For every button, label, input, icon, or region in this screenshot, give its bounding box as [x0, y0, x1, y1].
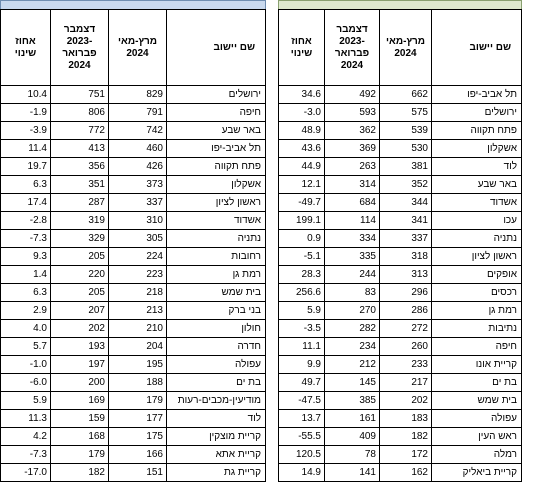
mar-may-cell: 210	[109, 320, 167, 338]
dec-feb-cell: 83	[325, 284, 380, 302]
table-row	[279, 356, 522, 374]
mar-may-cell: 742	[109, 122, 167, 140]
settlement-name-cell: בית שמש	[167, 284, 266, 302]
mar-may-cell: 233	[380, 356, 432, 374]
settlement-name-cell: חיפה	[432, 338, 522, 356]
dec-feb-cell: 684	[325, 194, 380, 212]
settlement-name-cell: רחובות	[167, 248, 266, 266]
dec-feb-cell: 369	[325, 140, 380, 158]
dec-feb-cell: 205	[51, 248, 109, 266]
dec-feb-cell: 182	[51, 464, 109, 482]
dec-feb-cell: 179	[51, 446, 109, 464]
dec-feb-cell: 197	[51, 356, 109, 374]
change-cell: 11.3	[1, 410, 51, 428]
mar-may-cell: 662	[380, 86, 432, 104]
dec-feb-header: דצמבר 2023- פברואר 2024	[51, 10, 109, 86]
dec-feb-cell: 335	[325, 248, 380, 266]
mar-may-cell: 260	[380, 338, 432, 356]
dec-feb-cell: 168	[51, 428, 109, 446]
table-row	[279, 428, 522, 446]
table-row	[1, 140, 266, 158]
settlement-name-cell: רמת גן	[167, 266, 266, 284]
mar-may-cell: 204	[109, 338, 167, 356]
change-cell: 5.9	[1, 392, 51, 410]
mar-may-cell: 530	[380, 140, 432, 158]
dec-feb-cell: 205	[51, 284, 109, 302]
change-cell: 11.1	[279, 338, 325, 356]
dec-feb-cell: 270	[325, 302, 380, 320]
dec-feb-cell: 385	[325, 392, 380, 410]
dec-feb-cell: 200	[51, 374, 109, 392]
table-row	[1, 374, 266, 392]
mar-may-cell: 539	[380, 122, 432, 140]
settlement-name-cell: באר שבע	[432, 176, 522, 194]
settlement-name-cell: ראשון לציון	[432, 248, 522, 266]
settlement-name-cell: בת ים	[167, 374, 266, 392]
change-cell: 120.5	[279, 446, 325, 464]
dec-feb-cell: 145	[325, 374, 380, 392]
dec-feb-cell: 207	[51, 302, 109, 320]
change-header: אחוז שינוי	[279, 10, 325, 86]
change-cell: -3.5	[279, 320, 325, 338]
settlement-name-cell: קריית גת	[167, 464, 266, 482]
change-cell: 34.6	[279, 86, 325, 104]
table-row	[1, 446, 266, 464]
mar-may-cell: 381	[380, 158, 432, 176]
change-cell: 12.1	[279, 176, 325, 194]
change-cell: 1.4	[1, 266, 51, 284]
dec-feb-cell: 193	[51, 338, 109, 356]
settlement-name-cell: ירושלים	[432, 104, 522, 122]
dec-feb-cell: 413	[51, 140, 109, 158]
change-cell: -7.3	[1, 446, 51, 464]
change-cell: 49.7	[279, 374, 325, 392]
table-row	[1, 230, 266, 248]
change-cell: 0.9	[279, 230, 325, 248]
change-cell: -5.1	[279, 248, 325, 266]
table-row	[1, 338, 266, 356]
change-cell: 6.3	[1, 176, 51, 194]
mar-may-cell: 313	[380, 266, 432, 284]
settlement-name-cell: נתניה	[167, 230, 266, 248]
settlement-name-cell: פתח תקווה	[167, 158, 266, 176]
change-cell: -6.0	[1, 374, 51, 392]
dec-feb-cell: 202	[51, 320, 109, 338]
table-row	[279, 302, 522, 320]
change-cell: -3.0	[279, 104, 325, 122]
table-row	[279, 446, 522, 464]
table-row	[279, 248, 522, 266]
mar-may-cell: 213	[109, 302, 167, 320]
left-table-container	[0, 0, 266, 482]
left-table	[0, 9, 266, 482]
dec-feb-cell: 319	[51, 212, 109, 230]
mar-may-cell: 373	[109, 176, 167, 194]
dec-feb-cell: 78	[325, 446, 380, 464]
right-table-header-band	[278, 0, 522, 9]
dec-feb-cell: 114	[325, 212, 380, 230]
settlement-name-cell: רמת גן	[432, 302, 522, 320]
change-cell: 5.9	[279, 302, 325, 320]
change-cell: 44.9	[279, 158, 325, 176]
table-row	[279, 392, 522, 410]
table-row	[1, 302, 266, 320]
change-cell: 10.4	[1, 86, 51, 104]
change-cell: 19.7	[1, 158, 51, 176]
mar-may-cell: 575	[380, 104, 432, 122]
settlement-name-cell: אופקים	[432, 266, 522, 284]
settlement-name-cell: נתיבות	[432, 320, 522, 338]
settlement-name-cell: לוד	[167, 410, 266, 428]
dec-feb-cell: 159	[51, 410, 109, 428]
change-cell: 43.6	[279, 140, 325, 158]
mar-may-cell: 202	[380, 392, 432, 410]
table-row	[279, 122, 522, 140]
change-cell: 199.1	[279, 212, 325, 230]
table-row	[1, 284, 266, 302]
settlement-name-cell: רכסים	[432, 284, 522, 302]
mar-may-cell: 195	[109, 356, 167, 374]
table-row	[1, 176, 266, 194]
right-table-container	[278, 0, 522, 482]
table-row	[1, 356, 266, 374]
mar-may-cell: 151	[109, 464, 167, 482]
change-cell: 17.4	[1, 194, 51, 212]
table-row	[1, 248, 266, 266]
mar-may-cell: 341	[380, 212, 432, 230]
dec-feb-cell: 806	[51, 104, 109, 122]
mar-may-cell: 337	[109, 194, 167, 212]
settlement-name-cell: פתח תקווה	[432, 122, 522, 140]
dec-feb-cell: 169	[51, 392, 109, 410]
change-cell: 4.0	[1, 320, 51, 338]
settlement-name-cell: בני ברק	[167, 302, 266, 320]
dec-feb-cell: 593	[325, 104, 380, 122]
mar-may-cell: 352	[380, 176, 432, 194]
table-row	[279, 320, 522, 338]
mar-may-cell: 460	[109, 140, 167, 158]
dec-feb-cell: 334	[325, 230, 380, 248]
table-row	[279, 230, 522, 248]
mar-may-cell: 318	[380, 248, 432, 266]
dec-feb-header: דצמבר 2023- פברואר 2024	[325, 10, 380, 86]
table-row	[1, 104, 266, 122]
table-row	[279, 104, 522, 122]
mar-may-cell: 296	[380, 284, 432, 302]
table-row	[279, 176, 522, 194]
mar-may-cell: 218	[109, 284, 167, 302]
change-cell: 11.4	[1, 140, 51, 158]
table-row	[279, 194, 522, 212]
table-row	[1, 410, 266, 428]
settlement-name-cell: לוד	[432, 158, 522, 176]
dec-feb-cell: 263	[325, 158, 380, 176]
settlement-name-cell: אשדוד	[167, 212, 266, 230]
settlement-name-cell: ראש העין	[432, 428, 522, 446]
table-row	[279, 158, 522, 176]
name-header: שם יישוב	[167, 10, 266, 86]
change-header: אחוז שינוי	[1, 10, 51, 86]
dec-feb-cell: 287	[51, 194, 109, 212]
settlement-name-cell: עפולה	[167, 356, 266, 374]
table-row	[1, 212, 266, 230]
table-row	[1, 266, 266, 284]
right-header-row	[279, 10, 522, 86]
dec-feb-cell: 161	[325, 410, 380, 428]
dec-feb-cell: 772	[51, 122, 109, 140]
table-row	[279, 284, 522, 302]
settlement-name-cell: אשדוד	[432, 194, 522, 212]
mar-may-cell: 272	[380, 320, 432, 338]
table-row	[279, 266, 522, 284]
settlement-name-cell: חיפה	[167, 104, 266, 122]
mar-may-cell: 286	[380, 302, 432, 320]
change-cell: 9.3	[1, 248, 51, 266]
mar-may-cell: 188	[109, 374, 167, 392]
dec-feb-cell: 314	[325, 176, 380, 194]
table-row	[1, 122, 266, 140]
settlement-name-cell: חדרה	[167, 338, 266, 356]
settlement-name-cell: בית שמש	[432, 392, 522, 410]
table-row	[279, 338, 522, 356]
change-cell: 14.9	[279, 464, 325, 482]
table-row	[1, 428, 266, 446]
change-cell: 6.3	[1, 284, 51, 302]
table-row	[1, 464, 266, 482]
settlement-name-cell: נתניה	[432, 230, 522, 248]
mar-may-cell: 305	[109, 230, 167, 248]
dec-feb-cell: 282	[325, 320, 380, 338]
table-row	[279, 464, 522, 482]
change-cell: -3.9	[1, 122, 51, 140]
change-cell: 256.6	[279, 284, 325, 302]
table-row	[279, 140, 522, 158]
change-cell: 4.2	[1, 428, 51, 446]
mar-may-cell: 791	[109, 104, 167, 122]
table-row	[1, 194, 266, 212]
settlement-name-cell: תל אביב-יפו	[432, 86, 522, 104]
table-row	[1, 86, 266, 104]
mar-may-cell: 166	[109, 446, 167, 464]
settlement-name-cell: מודיעין-מכבים-רעות	[167, 392, 266, 410]
mar-may-cell: 172	[380, 446, 432, 464]
table-row	[279, 410, 522, 428]
change-cell: 13.7	[279, 410, 325, 428]
table-row	[279, 212, 522, 230]
settlement-name-cell: חולון	[167, 320, 266, 338]
mar-may-cell: 310	[109, 212, 167, 230]
dec-feb-cell: 234	[325, 338, 380, 356]
dec-feb-cell: 409	[325, 428, 380, 446]
mar-may-cell: 224	[109, 248, 167, 266]
mar-may-cell: 337	[380, 230, 432, 248]
dec-feb-cell: 351	[51, 176, 109, 194]
settlement-name-cell: בת ים	[432, 374, 522, 392]
settlement-name-cell: קריית מוצקין	[167, 428, 266, 446]
settlement-name-cell: תל אביב-יפו	[167, 140, 266, 158]
settlement-name-cell: רמלה	[432, 446, 522, 464]
settlement-name-cell: ירושלים	[167, 86, 266, 104]
mar-may-cell: 162	[380, 464, 432, 482]
left-table-header-band	[0, 0, 266, 9]
settlement-name-cell: ראשון לציון	[167, 194, 266, 212]
mar-may-header: מרץ-מאי 2024	[109, 10, 167, 86]
change-cell: 5.7	[1, 338, 51, 356]
change-cell: -7.3	[1, 230, 51, 248]
table-row	[1, 320, 266, 338]
settlement-name-cell: אשקלון	[432, 140, 522, 158]
mar-may-cell: 183	[380, 410, 432, 428]
mar-may-cell: 179	[109, 392, 167, 410]
settlement-name-cell: אשקלון	[167, 176, 266, 194]
change-cell: 9.9	[279, 356, 325, 374]
settlement-name-cell: קריית אתא	[167, 446, 266, 464]
change-cell: 28.3	[279, 266, 325, 284]
dec-feb-cell: 356	[51, 158, 109, 176]
mar-may-cell: 344	[380, 194, 432, 212]
dec-feb-cell: 492	[325, 86, 380, 104]
change-cell: -47.5	[279, 392, 325, 410]
mar-may-cell: 829	[109, 86, 167, 104]
dec-feb-cell: 362	[325, 122, 380, 140]
change-cell: -1.0	[1, 356, 51, 374]
dec-feb-cell: 220	[51, 266, 109, 284]
right-table	[278, 9, 522, 482]
settlement-name-cell: עפולה	[432, 410, 522, 428]
table-row	[279, 86, 522, 104]
mar-may-cell: 217	[380, 374, 432, 392]
dec-feb-cell: 212	[325, 356, 380, 374]
table-row	[1, 392, 266, 410]
mar-may-cell: 175	[109, 428, 167, 446]
change-cell: 48.9	[279, 122, 325, 140]
table-row	[1, 158, 266, 176]
dec-feb-cell: 751	[51, 86, 109, 104]
change-cell: -1.9	[1, 104, 51, 122]
change-cell: -2.8	[1, 212, 51, 230]
mar-may-cell: 223	[109, 266, 167, 284]
change-cell: 2.9	[1, 302, 51, 320]
settlement-name-cell: באר שבע	[167, 122, 266, 140]
change-cell: -55.5	[279, 428, 325, 446]
mar-may-header: מרץ-מאי 2024	[380, 10, 432, 86]
settlement-name-cell: קריית אונו	[432, 356, 522, 374]
mar-may-cell: 182	[380, 428, 432, 446]
settlement-name-cell: עכו	[432, 212, 522, 230]
name-header: שם יישוב	[432, 10, 522, 86]
mar-may-cell: 177	[109, 410, 167, 428]
change-cell: -49.7	[279, 194, 325, 212]
dec-feb-cell: 141	[325, 464, 380, 482]
change-cell: -17.0	[1, 464, 51, 482]
table-row	[279, 374, 522, 392]
mar-may-cell: 426	[109, 158, 167, 176]
dec-feb-cell: 244	[325, 266, 380, 284]
settlement-name-cell: קריית ביאליק	[432, 464, 522, 482]
dec-feb-cell: 329	[51, 230, 109, 248]
left-header-row	[1, 10, 266, 86]
